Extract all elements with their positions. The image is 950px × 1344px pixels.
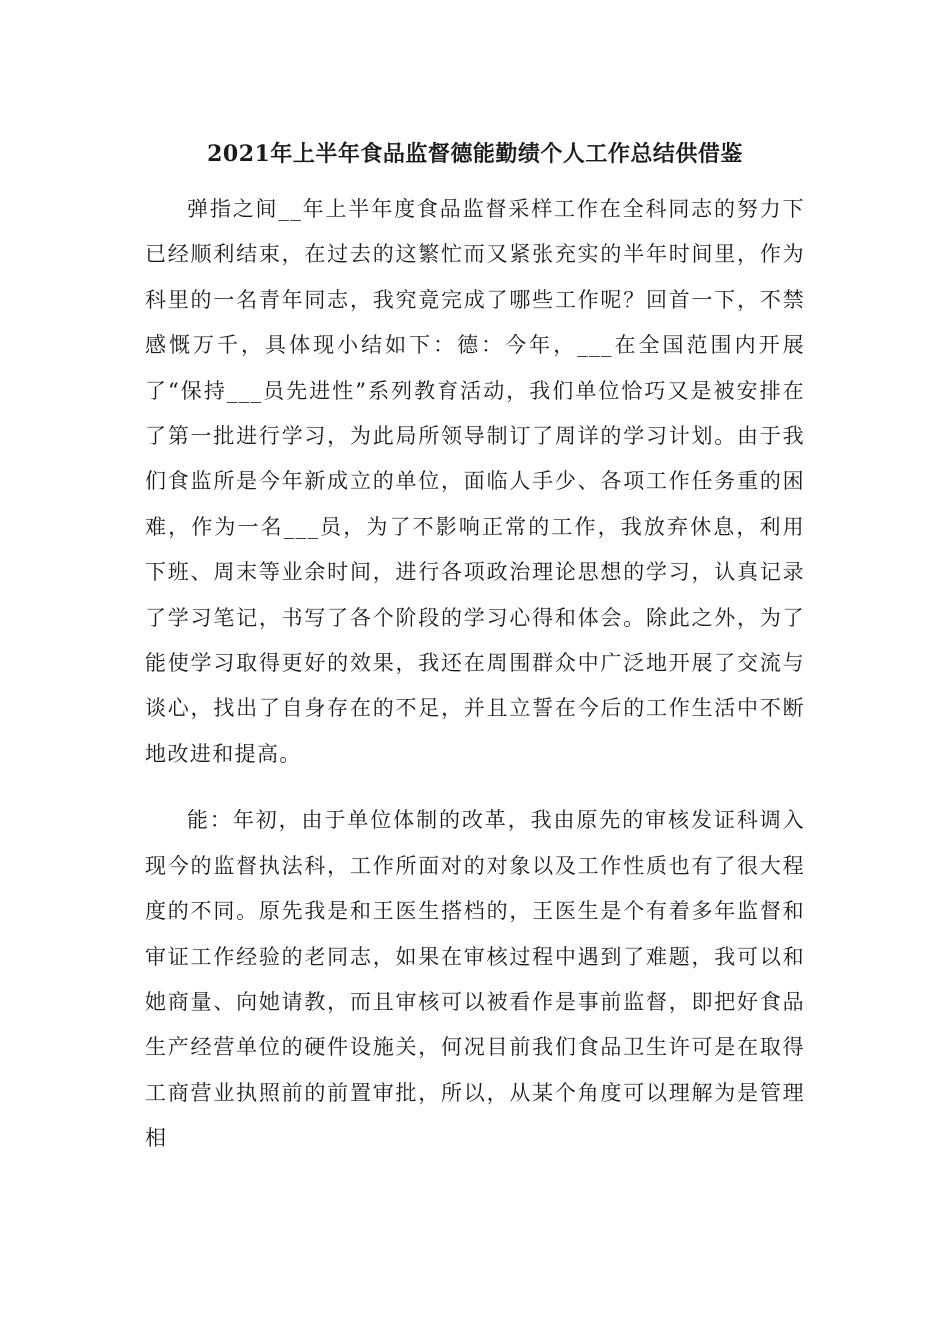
document-title: 2021年上半年食品监督德能勤绩个人工作总结供借鉴 <box>207 141 743 167</box>
document-body <box>145 187 805 1162</box>
paragraph: 能：年初，由于单位体制的改革，我由原先的审核发证科调入现今的监督执法科，工作所面对的对象以及工作性质也有了很大程度的不同。原先我是和王医生搭档的，王医生是个有着多年监督和审证工作经验的老同志，如果在审核过程中遇到了难题，我可以和她商量、向她请教，而且审核可以被看作是事前监督，即把好食品生产经营单位的硬件设施关，何况目前我们食品卫生许可是在取得工商营业执照前的前置审批，所以，从某个角度可以理解为是管理相 <box>145 808 805 1151</box>
paragraph: 弹指之间__年上半年度食品监督采样工作在全科同志的努力下已经顺利结束，在过去的这繁忙而又紧张充实的半年时间里，作为科里的一名青年同志，我究竟完成了哪些工作呢？回首一下，不禁感慨万千，具体现小结如下：德：今年，___在全国范围内开展了“保持___员先进性”系列教育活动，我们单位恰巧又是被安排在了第一批进行学习，为此局所领导制订了周详的学习计划。由于我们食监所是今年新成立的单位，面临人手少、各项工作任务重的困难，作为一名___员，为了不影响正常的工作，我放弃休息，利用下班、周末等业余时间，进行各项政治理论思想的学习，认真记录了学习笔记，书写了各个阶段的学习心得和体会。除此之外，为了能使学习取得更好的效果，我还在周围群众中广泛地开展了交流与谈心，找出了自身存在的不足，并且立誓在今后的工作生活中不断地改进和提高。 <box>145 197 805 766</box>
